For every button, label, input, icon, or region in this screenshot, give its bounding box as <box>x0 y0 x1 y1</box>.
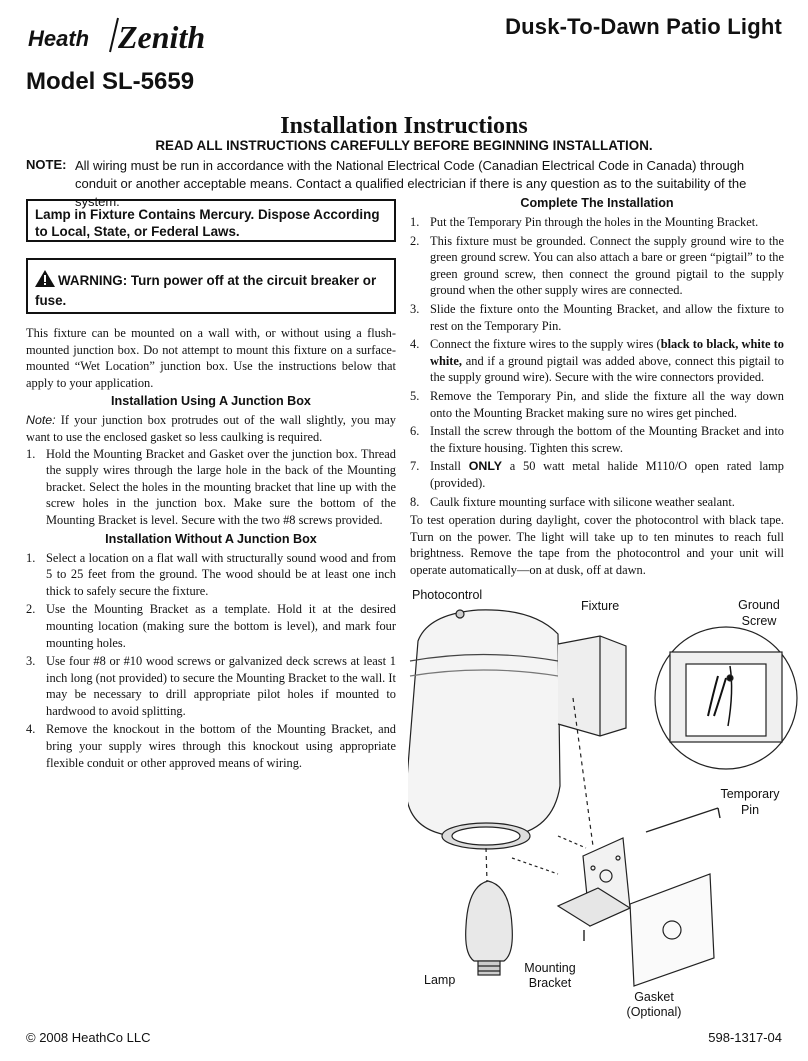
list-item: 2. This fixture must be grounded. Connect the supply ground wire to the green ground screw. You can also attach a bare or green “pigtail” to the green ground screw, then connect the ground pigtail to the supply ground when the other supply wires are connected. <box>410 233 784 298</box>
list-item: 5. Remove the Temporary Pin, and slide the fixture all the way down onto the Mounting Bracket making sure no wires get pinched. <box>410 388 784 420</box>
read-all-banner: READ ALL INSTRUCTIONS CAREFULLY BEFORE BEGINNING INSTALLATION. <box>155 138 653 153</box>
junction-note-label: Note: <box>26 413 56 428</box>
list-item: 6. Install the screw through the bottom of the Mounting Bracket and into the fixture housing. Tighten this screw. <box>410 424 784 455</box>
label-lamp: Lamp <box>424 973 456 987</box>
lamp-drawing <box>466 881 513 975</box>
warning-text: WARNING: Turn power off at the circuit breaker or fuse. <box>35 273 377 308</box>
label-mount-line1: Mounting <box>524 961 576 975</box>
label-mount-line2: Bracket <box>528 976 572 990</box>
mercury-notice-text: Lamp in Fixture Contains Mercury. Dispose According to Local, State, or Federal Laws. <box>35 207 380 239</box>
list-item: 1. Put the Temporary Pin through the holes in the Mounting Bracket. <box>410 215 759 229</box>
logo-brand-left: Heath <box>28 26 90 51</box>
list-item: 8. Caulk fixture mounting surface with silicone weather sealant. <box>410 494 735 509</box>
model-number: Model SL-5659 <box>26 68 195 95</box>
heath-zenith-logo <box>26 14 246 54</box>
junction-note-text: If your junction box protrudes out of the wall slightly, you may want to use the enclosed gasket so less caulking is required. <box>26 413 396 444</box>
list-item: 7. Install ONLY a 50 watt metal halide M110/O open rated lamp (provided). <box>410 459 784 490</box>
label-gasket-line1: Gasket <box>634 990 674 1004</box>
junction-heading: Installation Using A Junction Box <box>111 394 311 409</box>
mounting-intro: This fixture can be mounted on a wall with, or without using a flush-mounted junction box. Do not attempt to mount this fixture on a surface-mounted “Wet Location” junction box. Use the instructions below that apply to your application. <box>26 326 396 390</box>
list-item: 1. Hold the Mounting Bracket and Gasket over the junction box. Thread the supply wires through the large hole in the back of the Mounting bracket. Select the holes in the mounting bracket that line up with the screw holes in the junction box. Make sure the bottom of the Mounting Bracket is level. Secure with the two #8 screws provided. <box>26 446 396 527</box>
no-junction-heading: Installation Without A Junction Box <box>105 531 317 546</box>
gasket-drawing <box>630 874 714 986</box>
list-item: 1. Select a location on a flat wall with structurally sound wood and from 5 to 25 feet from the ground. The wood should be at least one inch thick to safely secure the fixture. <box>26 550 396 598</box>
label-temp-line1: Temporary <box>720 787 780 801</box>
no-junction-steps <box>26 550 396 772</box>
fixture-body <box>408 610 560 836</box>
list-item: 3. Use four #8 or #10 wood screws or galvanized deck screws at least 1 inch long (not provided) to secure the Mounting Bracket to the wall. It may be necessary to drill appropriate pilot holes if mounted to hardwood to avoid splitting. <box>26 654 396 718</box>
label-gasket-line2: (Optional) <box>626 1005 682 1019</box>
right-column <box>410 196 784 578</box>
installation-diagram <box>408 586 800 1022</box>
warning-triangle-icon <box>35 270 55 287</box>
copyright: © 2008 HeathCo LLC <box>26 1030 151 1045</box>
label-photocontrol: Photocontrol <box>412 588 483 602</box>
product-title: Dusk-To-Dawn Patio Light <box>505 14 782 39</box>
label-ground-line2: Screw <box>741 614 777 628</box>
list-item: 4. Connect the fixture wires to the supply wires (black to black, white to white, and if a ground pigtail was added above, connect this pigtail to the supply ground wire). Secure with the wire connectors provided. <box>410 337 784 385</box>
label-ground-line1: Ground <box>738 598 780 612</box>
logo-brand-right: Zenith <box>118 19 206 54</box>
list-item: 4. Remove the knockout in the bottom of the Mounting Bracket, and bring your supply wires through this knockout using appropriate flexible conduit or other approved means of wiring. <box>26 722 396 770</box>
label-temp-line2: Pin <box>740 803 760 817</box>
junction-note <box>26 412 396 445</box>
label-fixture: Fixture <box>581 599 620 613</box>
note-text: All wiring must be run in accordance with the National Electrical Code (Canadian Electrical Code in Canada) through conduit or another acceptable means. Contact a qualified electrician if there is any question as to the suitability of the system. <box>75 158 747 209</box>
list-item: 2. Use the Mounting Bracket as a template. Hold it at the desired mounting location (making sure the bottom is level), and mark four mounting holes. <box>26 602 396 650</box>
left-column <box>26 325 396 773</box>
test-operation-text: To test operation during daylight, cover the photocontrol with black tape. Turn on the power. The light will take up to ten minutes to reach full brightness. Remove the tape from the photocontrol and your unit will operate automatically—on at dusk, off at dawn. <box>410 513 784 577</box>
mercury-notice-box <box>26 199 396 242</box>
junction-steps <box>26 446 396 529</box>
list-item: 3. Slide the fixture onto the Mounting Bracket, and allow the fixture to rest on the Temporary Pin. <box>410 301 784 333</box>
warning-box <box>26 258 396 314</box>
note-label: NOTE: <box>26 157 67 172</box>
document-number: 598-1317-04 <box>708 1030 782 1045</box>
page-title: Installation Instructions <box>280 113 528 139</box>
complete-steps <box>410 214 784 510</box>
complete-heading: Complete The Installation <box>520 196 674 210</box>
